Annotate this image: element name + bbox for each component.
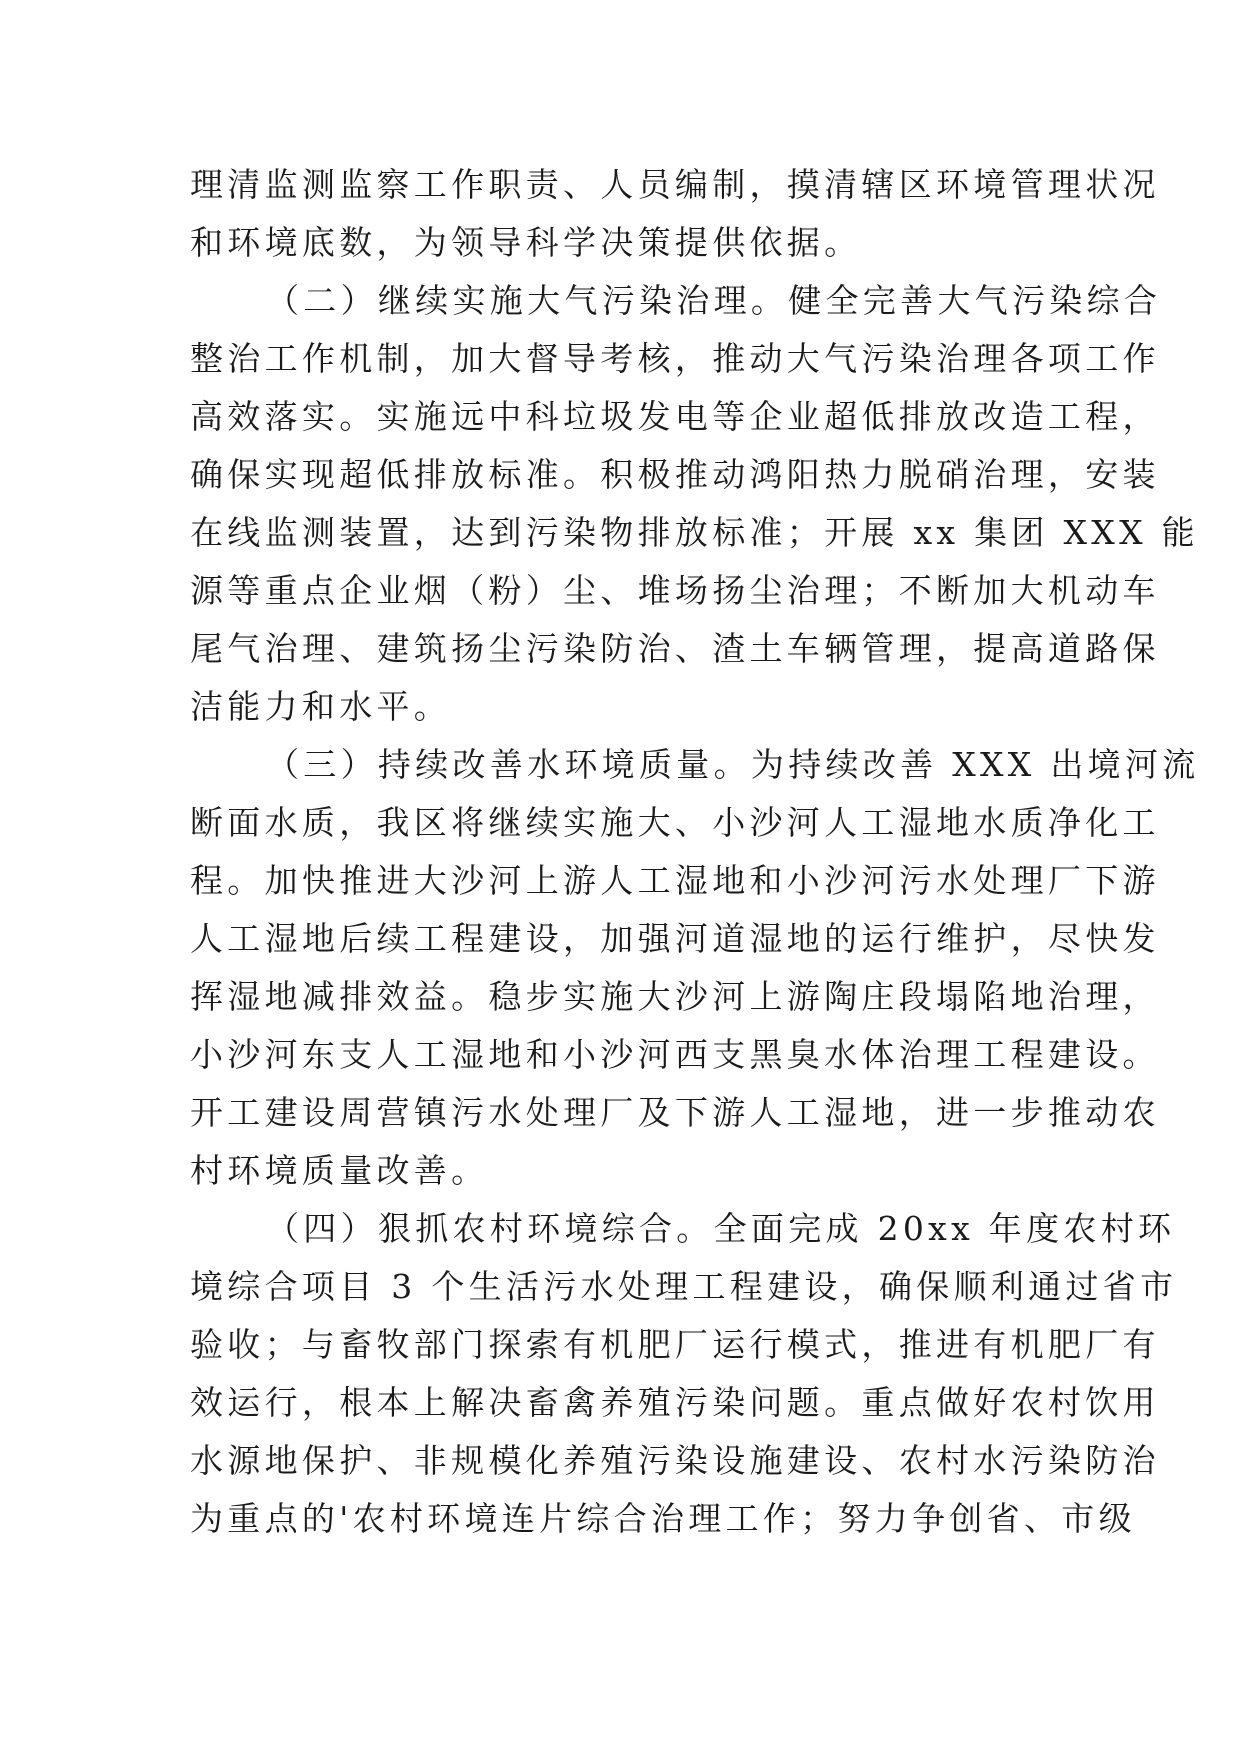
text-line: 境综合项目 3 个生活污水处理工程建设，确保顺利通过省市 [190, 1267, 1178, 1306]
text-line: 人工湿地后续工程建设，加强河道湿地的运行维护，尽快发 [190, 919, 1160, 958]
text-line: 确保实现超低排放标准。积极推动鸿阳热力脱硝治理，安装 [190, 455, 1160, 494]
text-line: 程。加快推进大沙河上游人工湿地和小沙河污水处理厂下游 [190, 861, 1160, 900]
text-line: 验收；与畜牧部门探索有机肥厂运行模式，推进有机肥厂有 [190, 1325, 1160, 1364]
text-line: 洁能力和水平。 [190, 687, 452, 726]
text-line: 挥湿地减排效益。稳步实施大沙河上游陶庄段塌陷地治理， [190, 977, 1160, 1016]
section-heading-line: （三）持续改善水环境质量。为持续改善 XXX 出境河流 [266, 745, 1200, 784]
text-line: 水源地保护、非规模化养殖污染设施建设、农村水污染防治 [190, 1441, 1160, 1480]
text-line: 在线监测装置，达到污染物排放标准；开展 xx 集团 XXX 能 [190, 513, 1199, 552]
text-line: 村环境质量改善。 [190, 1151, 489, 1190]
body-text [190, 156, 1200, 1548]
text-line: 源等重点企业烟（粉）尘、堆场扬尘治理；不断加大机动车 [190, 571, 1160, 610]
text-line: 开工建设周营镇污水处理厂及下游人工湿地，进一步推动农 [190, 1093, 1160, 1132]
section-heading-line: （二）继续实施大气污染治理。健全完善大气污染综合 [266, 281, 1162, 320]
text-line: 和环境底数，为领导科学决策提供依据。 [190, 223, 862, 262]
text-line: 理清监测监察工作职责、人员编制，摸清辖区环境管理状况 [190, 165, 1160, 204]
section-heading-line: （四）狠抓农村环境综合。全面完成 20xx 年度农村环 [266, 1209, 1176, 1248]
text-line: 整治工作机制，加大督导考核，推动大气污染治理各项工作 [190, 339, 1160, 378]
text-line: 效运行，根本上解决畜禽养殖污染问题。重点做好农村饮用 [190, 1383, 1160, 1422]
text-line: 为重点的'农村环境连片综合治理工作；努力争创省、市级 [190, 1499, 1136, 1538]
text-line: 断面水质，我区将继续实施大、小沙河人工湿地水质净化工 [190, 803, 1160, 842]
text-line: 尾气治理、建筑扬尘污染防治、渣土车辆管理，提高道路保 [190, 629, 1160, 668]
text-line: 小沙河东支人工湿地和小沙河西支黑臭水体治理工程建设。 [190, 1035, 1160, 1074]
text-line: 高效落实。实施远中科垃圾发电等企业超低排放改造工程， [190, 397, 1160, 436]
